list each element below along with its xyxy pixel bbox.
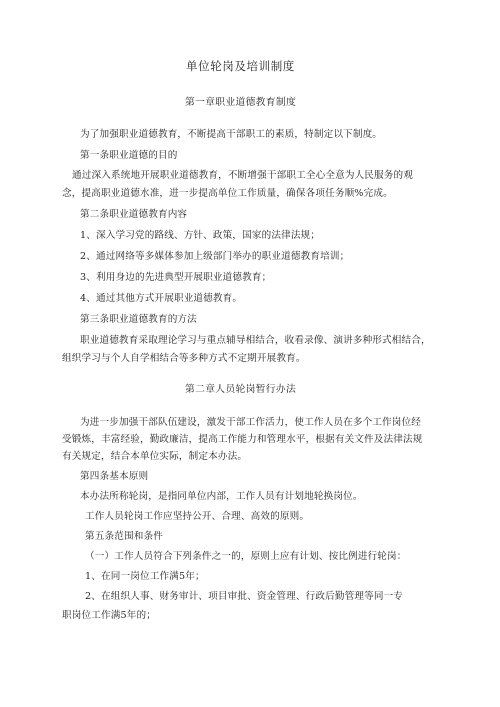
- chapter-heading: 第二章人员轮岗暂行办法: [185, 384, 297, 395]
- chapter-heading: 第一章职业道德教育制度: [185, 97, 297, 108]
- paragraph-line: 职业道德教育采取理论学习与重点辅导相结合，收看录像、演讲多种形式相结合，: [80, 335, 431, 346]
- paragraph-line: 通过深入系统地开展职业道德教育，不断增强干部职工全心全意为人民服务的观: [72, 170, 414, 181]
- article-heading: 第二条职业道德教育内容: [80, 209, 188, 220]
- list-item: 2、在组织人事、财务审计、项目审批、资金管理、行政后勤管理等同一专: [85, 591, 404, 602]
- paragraph-line: 本办法所称轮岗，是指同单位内部，工作人员有计划地轮换岗位。: [80, 491, 363, 502]
- article-heading: 第五条范围和条件: [85, 531, 163, 542]
- list-item: 职岗位工作满5年的；: [62, 610, 156, 621]
- paragraph-line: （一）工作人员符合下列条件之一的，原则上应有计划、按比例进行轮岗：: [85, 551, 407, 562]
- paragraph-line: 有关规定，结合本单位实际，制定本办法。: [62, 451, 248, 462]
- article-heading: 第一条职业道德的目的: [80, 150, 178, 161]
- paragraph-line: 工作人员轮岗工作应坚持公开、合理、高效的原则。: [85, 511, 310, 522]
- paragraph-line: 受锻炼，丰富经验，勤政廉洁，提高工作能力和管理水平，根据有关文件及法律法规: [62, 434, 423, 445]
- article-heading: 第三条职业道德教育的方法: [80, 314, 197, 325]
- list-item: 2、通过网络等多媒体参加上级部门举办的职业道德教育培训；: [80, 251, 350, 262]
- document-title: 单位轮岗及培训制度: [186, 59, 295, 73]
- list-item: 1、深入学习党的路线、方针、政策，国家的法律法规；: [80, 230, 321, 241]
- article-heading: 第四条基本原则: [80, 471, 149, 482]
- list-item: 1、在同一岗位工作满5年；: [85, 571, 205, 582]
- paragraph-line: 念，提高职业道德水准，进一步提高单位工作质量，确保各项任务顺%完成。: [62, 188, 393, 199]
- list-item: 4、通过其他方式开展职业道德教育。: [80, 293, 243, 304]
- paragraph-line: 组织学习与个人自学相结合等多种方式不定期开展教育。: [62, 353, 306, 364]
- list-item: 3、利用身边的先进典型开展职业道德教育；: [80, 272, 272, 283]
- paragraph-line: 为了加强职业道德教育，不断提高干部职工的素质，特制定以下制度。: [80, 129, 383, 140]
- paragraph-line: 为进一步加强干部队伍建设，激发干部工作活力，使工作人员在多个工作岗位经: [80, 417, 422, 428]
